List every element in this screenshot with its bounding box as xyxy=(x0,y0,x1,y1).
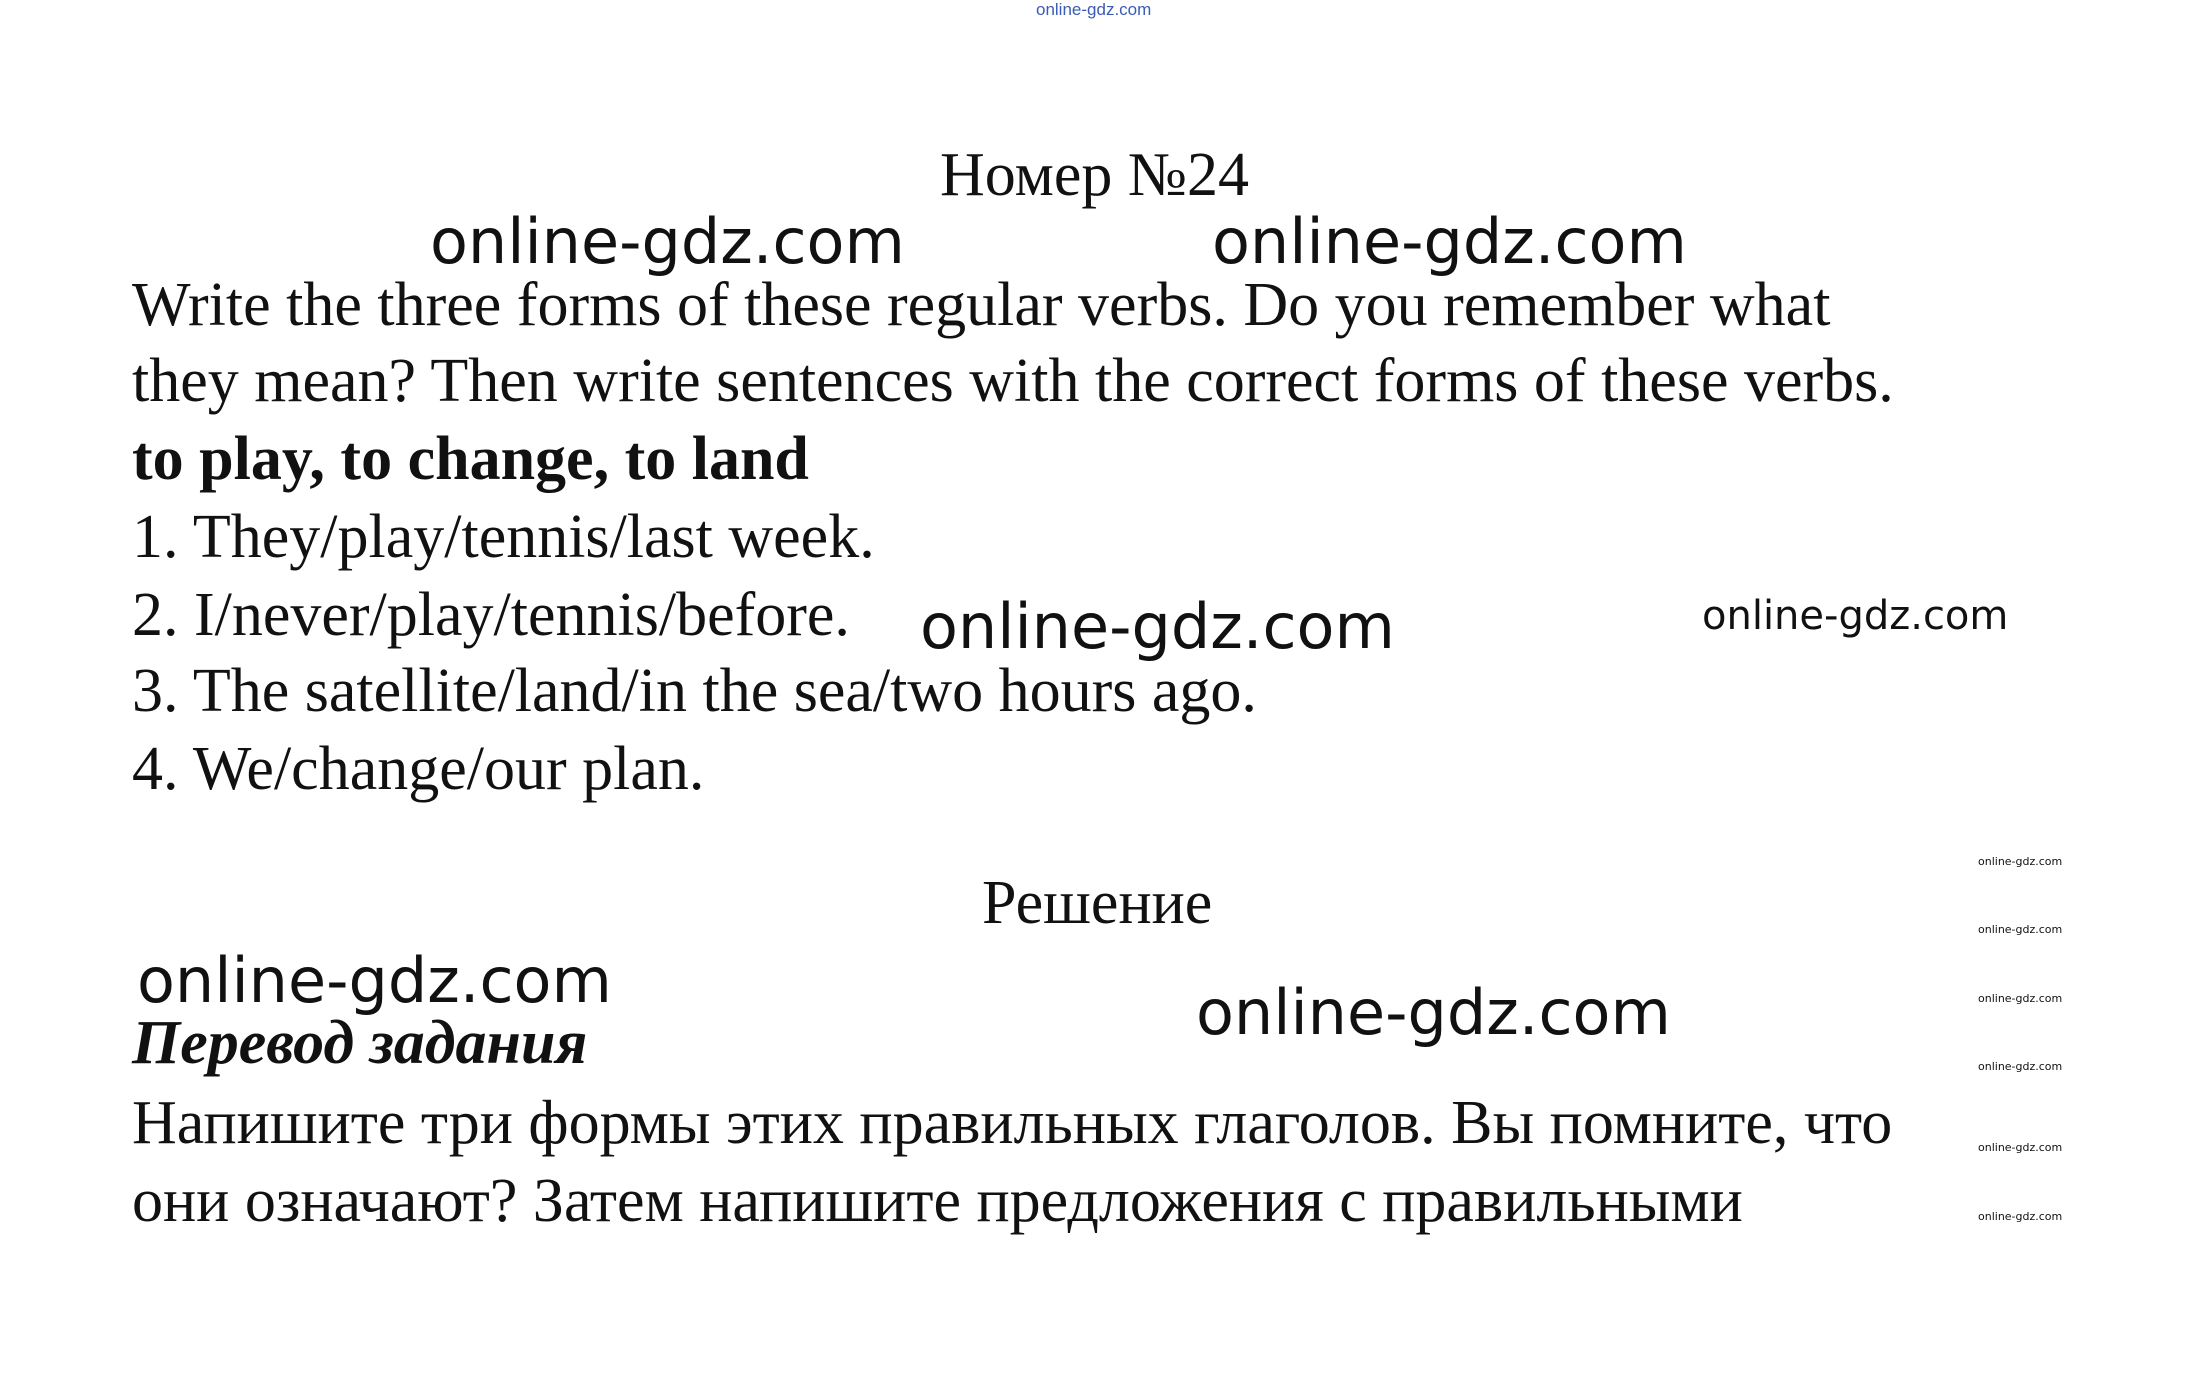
task-item: 4. We/change/our plan. xyxy=(132,735,705,803)
watermark-large: online-gdz.com xyxy=(920,590,1395,663)
watermark-small: online-gdz.com xyxy=(1978,992,2063,1005)
watermark-large: online-gdz.com xyxy=(1196,976,1671,1049)
watermark-small: online-gdz.com xyxy=(1978,1060,2063,1073)
watermark-large: online-gdz.com xyxy=(1212,205,1687,278)
watermark-small: online-gdz.com xyxy=(1978,1141,2063,1154)
task-item: 1. They/play/tennis/last week. xyxy=(132,503,875,571)
watermark-large: online-gdz.com xyxy=(430,205,905,278)
translation-line-1: Напишите три формы этих правильных глаголов. Вы помните, что xyxy=(132,1089,1893,1157)
watermark-large: online-gdz.com xyxy=(137,944,612,1017)
task-line-2: they mean? Then write sentences with the correct forms of these verbs. xyxy=(132,347,1894,415)
top-watermark: online-gdz.com xyxy=(1036,0,1152,19)
page-title: Номер №24 xyxy=(940,141,1250,209)
task-verbs: to play, to change, to land xyxy=(132,425,809,493)
task-item: 3. The satellite/land/in the sea/two hours ago. xyxy=(132,657,1257,725)
task-line-1: Write the three forms of these regular verbs. Do you remember what xyxy=(132,271,1831,339)
translation-line-2: они означают? Затем напишите предложения с правильными xyxy=(132,1167,1743,1235)
watermark-small: online-gdz.com xyxy=(1978,855,2063,868)
watermark-small: online-gdz.com xyxy=(1978,1210,2063,1223)
translation-heading: Перевод задания xyxy=(132,1009,588,1077)
task-item: 2. I/never/play/tennis/before. xyxy=(132,581,850,649)
solution-heading: Решение xyxy=(982,869,1213,937)
watermark-medium: online-gdz.com xyxy=(1702,593,2009,639)
watermark-small: online-gdz.com xyxy=(1978,923,2063,936)
